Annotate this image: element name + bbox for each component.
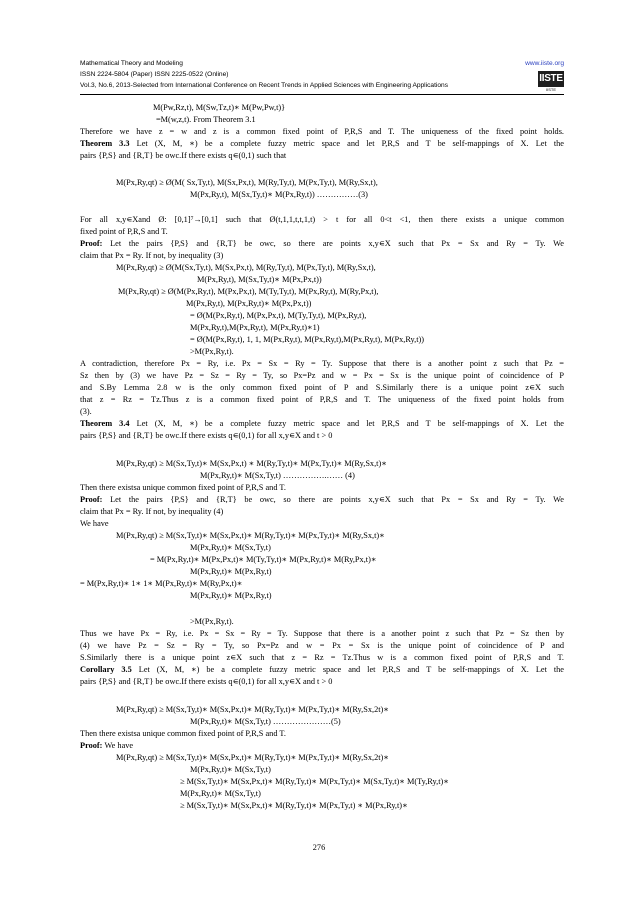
text-line bbox=[80, 507, 223, 517]
text-line bbox=[80, 383, 564, 393]
line-text: = Ø(M(Px,Ry,t), M(Px,Px,t), M(Ty,Ty,t), M(Px,Ry,t), bbox=[190, 311, 367, 320]
bold-lead: Proof: bbox=[80, 239, 111, 248]
text-line bbox=[118, 287, 378, 297]
text-line bbox=[80, 139, 564, 149]
text-line bbox=[80, 495, 564, 505]
text-line bbox=[80, 741, 133, 751]
line-text: >M(Px,Ry,t). bbox=[190, 347, 234, 356]
line-text: M(Px,Ry,t)∗ M(Sx,Ty,t) bbox=[190, 543, 271, 552]
bold-lead: Theorem 3.3 bbox=[80, 139, 137, 148]
line-text: =M(w,z,t). From Theorem 3.1 bbox=[156, 115, 256, 124]
bold-lead: Theorem 3.4 bbox=[80, 419, 137, 428]
text-line bbox=[156, 115, 256, 125]
line-text: We have bbox=[80, 519, 109, 528]
logo-badge: IISTE bbox=[538, 71, 564, 87]
line-text: Let (X, M, ∗) be a complete fuzzy metric space and let P,R,S and T be self-mappings of X. Let the bbox=[136, 419, 564, 428]
text-line bbox=[190, 765, 271, 775]
text-line bbox=[80, 407, 92, 417]
line-text: fixed point of P,R,S and T. bbox=[80, 227, 168, 236]
text-line bbox=[190, 591, 272, 601]
line-text: M(Pw,Rz,t), M(Sw,Tz,t)∗ M(Pw,Pw,t)} bbox=[153, 103, 286, 112]
line-text: that z = Rz = Tz.Thus z is a common fixed point of P,R,S and T. The uniqueness of the fixed point holds from bbox=[80, 395, 564, 404]
text-line bbox=[150, 555, 376, 565]
text-line bbox=[190, 311, 366, 321]
text-line bbox=[190, 617, 234, 627]
line-text: pairs {P,S} and {R,T} be owc.If there exists q∊(0,1) for all x,y∊X and t > 0 bbox=[80, 431, 333, 440]
line-text: claim that Px = Ry. If not, by inequality (3) bbox=[80, 251, 224, 260]
text-line bbox=[116, 178, 378, 188]
line-text: >M(Px,Ry,t). bbox=[190, 617, 234, 626]
text-line bbox=[80, 677, 332, 687]
text-line bbox=[80, 251, 223, 261]
line-text: Then there existsa unique common fixed point of P,R,S and T. bbox=[80, 483, 286, 492]
line-text: M(Px,Ry,t), M(Sx,Ty,t)∗ M(Px,Px,t)) bbox=[197, 275, 322, 284]
text-line bbox=[116, 531, 385, 541]
text-line bbox=[80, 483, 286, 493]
text-line bbox=[190, 323, 320, 333]
text-line bbox=[186, 299, 311, 309]
line-text: M(Px,Ry,qt) ≥ Ø(M( Sx,Ty,t), M(Sx,Px,t), M(Ry,Ty,t), M(Px,Ty,t), M(Ry,Sx,t), bbox=[116, 178, 378, 187]
text-line bbox=[80, 419, 564, 429]
line-text: ≥ M(Sx,Ty,t)∗ M(Sx,Px,t)∗ M(Ry,Ty,t)∗ M(Px,Ty,t) ∗ M(Px,Ry,t)∗ bbox=[180, 801, 408, 810]
text-line bbox=[80, 215, 564, 225]
text-line bbox=[80, 629, 564, 639]
line-text: M(Px,Ry,qt) ≥ M(Sx,Ty,t)∗ M(Sx,Px,t)∗ M(Ry,Ty,t)∗ M(Px,Ty,t)∗ M(Ry,Sx,t)∗ bbox=[116, 531, 385, 540]
text-line bbox=[116, 459, 387, 469]
line-text: = M(Px,Ry,t)∗ 1∗ 1∗ M(Px,Ry,t)∗ M(Ry,Px,t)∗ bbox=[80, 579, 243, 588]
line-text: and S.By Lemma 2.8 w is the only common fixed point of P and S.Similarly there is a unique point z∊X such bbox=[80, 383, 564, 392]
text-line bbox=[190, 190, 368, 200]
line-text: S.Similarly there is a unique point z∊X such that z = Rz = Tz.Thus w is a common fixed point of P,R,S and T. bbox=[80, 653, 564, 662]
line-text: (4) we have Pz = Sz = Ry = Ty, so Px=Pz and w = Px = Sx is the unique point of coincidence of P and bbox=[80, 641, 564, 650]
volume-line: Vol.3, No.6, 2013-Selected from International Conference on Recent Trends in Applied Sciences with Engineering Applications bbox=[80, 82, 449, 89]
bold-lead: Corollary 3.5 bbox=[80, 665, 139, 674]
text-line bbox=[80, 151, 286, 161]
bold-lead: Proof: bbox=[80, 741, 105, 750]
text-line bbox=[80, 653, 564, 663]
line-text: claim that Px = Ry. If not, by inequality (4) bbox=[80, 507, 224, 516]
iiste-logo bbox=[538, 71, 564, 93]
text-line bbox=[200, 471, 355, 481]
line-text: M(Px,Ry,qt) ≥ M(Sx,Ty,t)∗ M(Sx,Px,t)∗ M(Ry,Ty,t)∗ M(Px,Ty,t)∗ M(Ry,Sx,2t)∗ bbox=[116, 705, 389, 714]
text-line bbox=[190, 567, 272, 577]
text-line bbox=[190, 335, 424, 345]
line-text: pairs {P,S} and {R,T} be owc.If there exists q∊(0,1) such that bbox=[80, 151, 287, 160]
text-line bbox=[197, 275, 322, 285]
text-line bbox=[80, 227, 168, 237]
line-text: M(Px,Ry,t)∗ M(Sx,Ty,t) …………………(5) bbox=[190, 717, 341, 726]
line-text: = Ø(M(Px,Ry,t), 1, 1, M(Px,Ry,t), M(Px,Ry,t),M(Px,Ry,t), M(Px,Ry,t)) bbox=[190, 335, 425, 344]
text-line bbox=[190, 543, 271, 553]
text-line bbox=[190, 717, 341, 727]
line-text: ≥ M(Sx,Ty,t)∗ M(Sx,Px,t)∗ M(Ry,Ty,t)∗ M(Px,Ty,t)∗ M(Sx,Ty,t)∗ M(Ty,Ry,t)∗ bbox=[180, 777, 449, 786]
text-line bbox=[153, 103, 285, 113]
text-line bbox=[116, 705, 389, 715]
line-text: Let the pairs {P,S} and {R,T} be owc, so there are points x,y∊X such that Px = Sx and Ry = Ty. We bbox=[110, 239, 564, 248]
text-line bbox=[80, 239, 564, 249]
text-line bbox=[180, 789, 261, 799]
line-text: We have bbox=[104, 741, 134, 750]
line-text: M(Px,Ry,t)∗ M(Px,Ry,t) bbox=[190, 591, 272, 600]
line-text: M(Px,Ry,t),M(Px,Ry,t), M(Px,Ry,t)∗1) bbox=[190, 323, 320, 332]
line-text: pairs {P,S} and {R,T} be owc.If there exists q∊(0,1) for all x,y∊X and t > 0 bbox=[80, 677, 333, 686]
text-line bbox=[80, 729, 286, 739]
line-text: Thus we have Px = Ry, i.e. Px = Sx = Ry = Ty. Suppose that there is a another point z such that Pz = Sz then by bbox=[80, 629, 564, 638]
journal-url[interactable]: www.iiste.org bbox=[525, 60, 564, 67]
text-line bbox=[80, 371, 564, 381]
text-line bbox=[190, 347, 234, 357]
line-text: (3). bbox=[80, 407, 92, 416]
text-line bbox=[180, 801, 408, 811]
line-text: M(Px,Ry,t), M(Sx,Ty,t)∗ M(Px,Ry,t)) ……………(3) bbox=[190, 190, 368, 199]
text-line bbox=[80, 579, 242, 589]
line-text: = M(Px,Ry,t)∗ M(Px,Px,t)∗ M(Ty,Ty,t)∗ M(Px,Ry,t)∗ M(Ry,Px,t)∗ bbox=[150, 555, 377, 564]
line-text: For all x,y∊Xand Ø: [0,1]⁷→[0,1] such that Ø(t,1,1,t,t,1,t) > t for all 0<t <1, then there exists a unique common bbox=[80, 215, 564, 224]
text-line bbox=[80, 395, 564, 405]
line-text: M(Px,Ry,qt) ≥ M(Sx,Ty,t)∗ M(Sx,Px,t)∗ M(Ry,Ty,t)∗ M(Px,Ty,t)∗ M(Ry,Sx,2t)∗ bbox=[116, 753, 389, 762]
issn-line: ISSN 2224-5804 (Paper) ISSN 2225-0522 (Online) bbox=[80, 71, 229, 78]
line-text: M(Px,Ry,t), M(Px,Ry,t)∗ M(Px,Px,t)) bbox=[186, 299, 312, 308]
line-text: M(Px,Ry,t)∗ M(Sx,Ty,t) bbox=[190, 765, 271, 774]
text-line bbox=[80, 359, 564, 369]
line-text: Let (X, M, ∗) be a complete fuzzy metric space and let P,R,S and T be self-mappings of X. Let the bbox=[138, 665, 564, 674]
line-text: Let (X, M, ∗) be a complete fuzzy metric space and let P,R,S and T be self-mappings of X. Let the bbox=[136, 139, 564, 148]
text-line bbox=[180, 777, 449, 787]
line-text: M(Px,Ry,t)∗ M(Sx,Ty,t) bbox=[180, 789, 261, 798]
line-text: M(Px,Ry,qt) ≥ Ø(M(Sx,Ty,t), M(Sx,Px,t), M(Ry,Ty,t), M(Px,Ty,t), M(Ry,Sx,t), bbox=[116, 263, 376, 272]
line-text: M(Px,Ry,qt) ≥ M(Sx,Ty,t)∗ M(Sx,Px,t) ∗ M(Ry,Ty,t)∗ M(Px,Ty,t)∗ M(Ry,Sx,t)∗ bbox=[116, 459, 387, 468]
line-text: A contradiction, therefore Px = Ry, i.e. Px = Sx = Ry = Ty. Suppose that there is a another point z such that Pz = bbox=[80, 359, 564, 368]
logo-tagline: IISTE bbox=[545, 87, 556, 92]
text-line bbox=[116, 263, 376, 273]
text-line bbox=[80, 519, 109, 529]
text-line bbox=[80, 641, 564, 651]
line-text: M(Px,Ry,t)∗ M(Px,Ry,t) bbox=[190, 567, 272, 576]
bold-lead: Proof: bbox=[80, 495, 111, 504]
line-text: M(Px,Ry,qt) ≥ Ø(M(Px,Ry,t), M(Px,Px,t), M(Ty,Ty,t), M(Px,Ry,t), M(Ry,Px,t), bbox=[118, 287, 379, 296]
line-text: Then there existsa unique common fixed point of P,R,S and T. bbox=[80, 729, 286, 738]
line-text: Sz then by (3) we have Pz = Sz = Ry = Ty, so Px=Pz and w = Px = Sx is the unique point of coincidence of P bbox=[80, 371, 564, 380]
text-line bbox=[116, 753, 389, 763]
header-rule bbox=[80, 94, 564, 95]
page-number: 276 bbox=[312, 843, 326, 852]
text-line bbox=[80, 127, 564, 137]
text-line bbox=[80, 431, 332, 441]
line-text: Therefore we have z = w and z is a common fixed point of P,R,S and T. The uniqueness of the fixed point holds. bbox=[80, 127, 564, 136]
line-text: M(Px,Ry,t)∗ M(Sx,Ty,t) …………….…… (4) bbox=[200, 471, 355, 480]
journal-title: Mathematical Theory and Modeling bbox=[80, 60, 183, 67]
text-line bbox=[80, 665, 564, 675]
line-text: Let the pairs {P,S} and {R,T} be owc, so there are points x,y∊X such that Px = Sx and Ry = Ty. We bbox=[110, 495, 564, 504]
